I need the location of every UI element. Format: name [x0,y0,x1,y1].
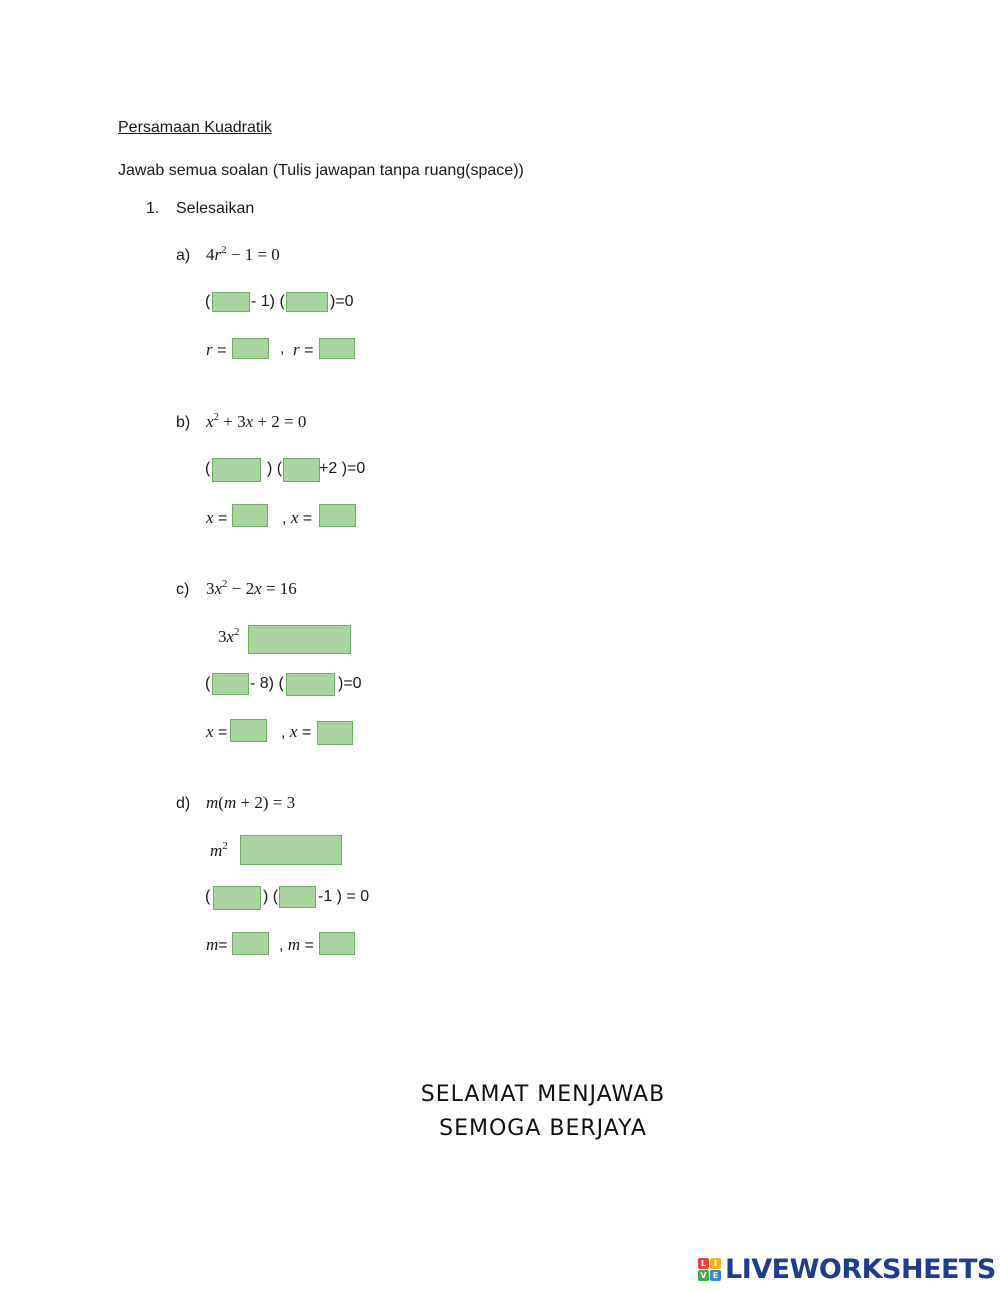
part-c-expand-term: $3x^2$ [218,626,240,646]
part-c-root-2-label: , x = [281,722,312,741]
part-a-label: a) [176,247,191,264]
answer-box-a-factor-1[interactable] [212,292,250,312]
brand-name: LIVEWORKSHEETS [725,1254,996,1285]
part-b-factor-open: ( [205,460,211,477]
part-b-root-2-label: , x = [282,508,313,527]
part-d-root-2-label: , m = [279,935,314,954]
answer-box-d-factor-2[interactable] [279,886,316,908]
part-c-factor-close: )=0 [338,675,362,692]
part-d-equation: m(m + 2) = 3 [206,793,296,812]
closing-message [343,1078,743,1146]
part-b-root-1-label: x = [206,508,228,527]
question-label: Selesaikan [176,200,255,217]
part-a-root-2-label: r = [293,340,314,359]
logo-tile-i: I [710,1258,721,1269]
question-number: 1. [146,200,160,217]
logo-tile-e: E [710,1270,721,1281]
part-b-factor-close: +2 )=0 [319,460,366,477]
answer-box-d-factor-1[interactable] [213,886,261,910]
answer-box-d-expand[interactable] [240,835,342,865]
answer-box-b-root-2[interactable] [319,504,356,527]
part-d-factor-close: -1 ) = 0 [318,888,370,905]
part-c-root-1-label: x = [206,722,228,741]
part-d-root-1-label: m= [206,935,228,954]
logo-tile-v: V [698,1270,709,1281]
answer-box-c-expand[interactable] [248,625,351,654]
answer-box-c-factor-2[interactable] [286,673,335,696]
answer-box-d-root-1[interactable] [232,932,269,955]
logo-tile-l: L [698,1258,709,1269]
answer-box-c-root-2[interactable] [317,721,353,745]
liveworksheets-logo [698,1254,996,1285]
answer-box-b-factor-1[interactable] [212,458,261,482]
worksheet-title: Persamaan Kuadratik [118,119,272,136]
part-a-factor-open: ( [205,293,211,310]
part-a-factor-mid: - 1) ( [251,293,285,310]
answer-box-a-root-1[interactable] [232,338,269,359]
closing-line-1: SELAMAT MENJAWAB [420,1082,666,1107]
part-c-label: c) [176,581,190,598]
answer-box-b-factor-2[interactable] [283,458,320,482]
part-c-equation: $3x^2 - 2x = 16$ [206,578,297,598]
closing-line-2: SEMOGA BERJAYA [439,1116,647,1141]
part-a-root-1-label: r = [206,340,227,359]
part-c-factor-open: ( [205,675,211,692]
part-d-label: d) [176,795,191,812]
answer-box-d-root-2[interactable] [319,932,355,955]
part-a-root-separator: , [280,340,285,357]
answer-box-c-root-1[interactable] [230,719,267,742]
instruction-text: Jawab semua soalan (Tulis jawapan tanpa ruang(space)) [118,162,524,179]
part-a-equation: $4r^2 - 1 = 0$ [206,244,280,264]
part-b-label: b) [176,414,191,431]
answer-box-b-root-1[interactable] [232,504,268,527]
part-c-factor-mid: - 8) ( [250,675,284,692]
part-b-equation: $x^2 + 3x + 2 = 0$ [206,411,307,431]
part-b-factor-mid: ) ( [267,460,283,477]
answer-box-c-factor-1[interactable] [212,673,249,695]
part-d-factor-open: ( [205,888,211,905]
logo-icon [698,1258,721,1281]
answer-box-a-factor-2[interactable] [286,292,328,312]
part-a-factor-close: )=0 [330,293,354,310]
answer-box-a-root-2[interactable] [319,338,355,359]
part-d-factor-mid: ) ( [263,888,279,905]
part-d-expand-term: $m^2$ [210,840,228,860]
